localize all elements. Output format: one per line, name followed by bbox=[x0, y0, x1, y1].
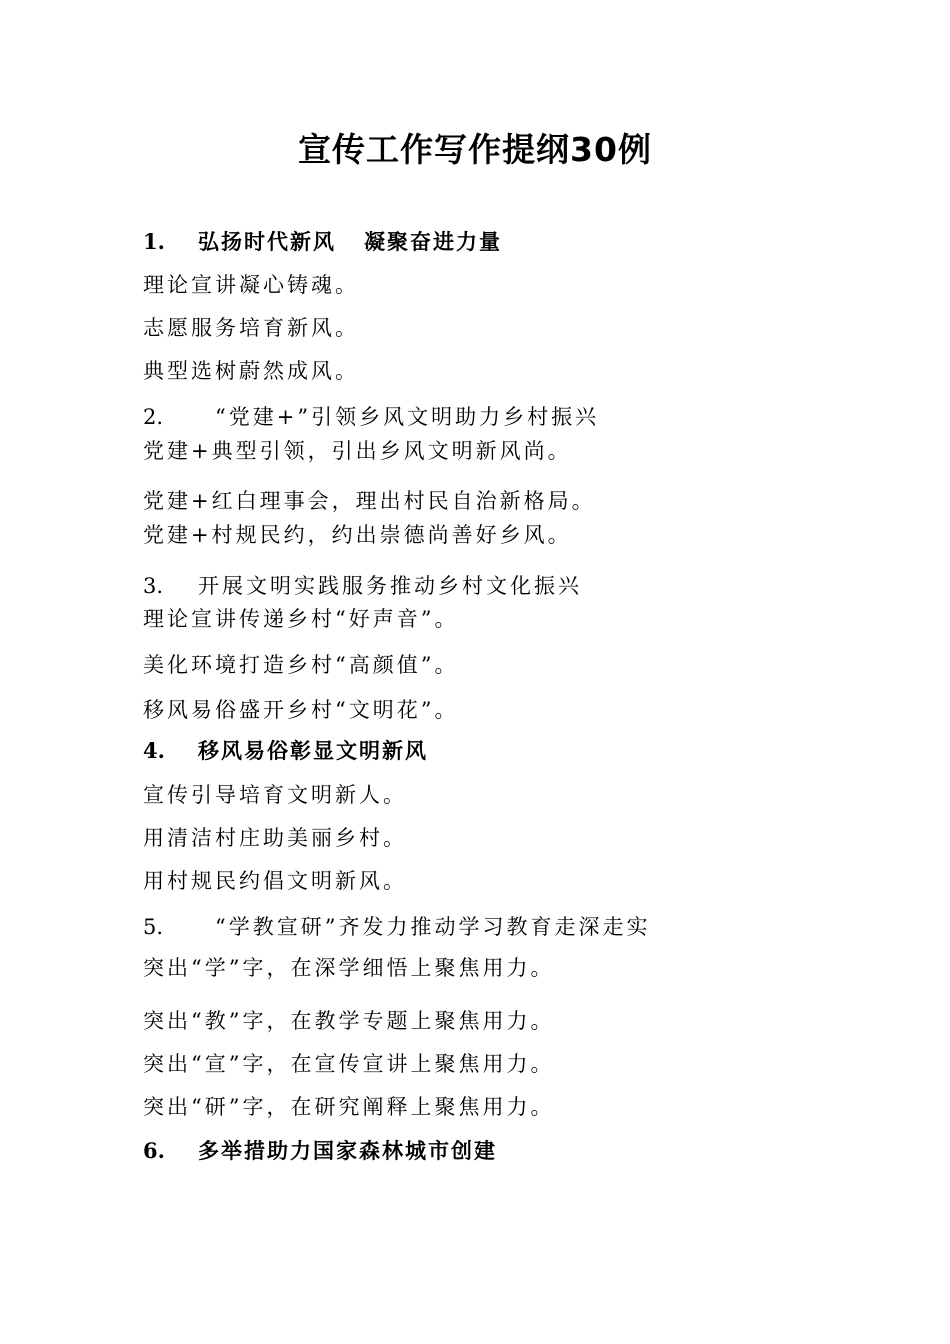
list-item: 突出“教”字，在教学专题上聚焦用力。 bbox=[143, 1009, 555, 1033]
list-item: 用村规民约倡文明新风。 bbox=[143, 869, 407, 893]
section-number: 4. bbox=[143, 738, 165, 763]
list-item: 突出“宣”字，在宣传宣讲上聚焦用力。 bbox=[143, 1052, 555, 1076]
list-item: 党建+村规民约，约出崇德尚善好乡风。 bbox=[143, 523, 572, 547]
list-item: 理论宣讲凝心铸魂。 bbox=[143, 273, 359, 297]
list-item: 党建+典型引领，引出乡风文明新风尚。 bbox=[143, 439, 572, 463]
list-item: 志愿服务培育新风。 bbox=[143, 316, 359, 340]
list-item: 突出“研”字，在研究阐释上聚焦用力。 bbox=[143, 1095, 555, 1119]
list-item: 移风易俗盛开乡村“文明花”。 bbox=[143, 698, 459, 722]
section-heading bbox=[143, 1137, 497, 1165]
list-item: 典型选树蔚然成风。 bbox=[143, 359, 359, 383]
section-heading bbox=[143, 228, 502, 256]
section-heading bbox=[143, 737, 428, 765]
section-heading bbox=[143, 403, 599, 431]
section-heading bbox=[143, 572, 582, 600]
section-heading-text: 开展文明实践服务推动乡村文化振兴 bbox=[198, 574, 582, 598]
section-heading-text: 多举措助力国家森林城市创建 bbox=[198, 1138, 497, 1163]
document-title: 宣传工作写作提纲30例 bbox=[298, 130, 652, 169]
section-heading-text: 弘扬时代新风 bbox=[198, 229, 336, 254]
list-item: 用清洁村庄助美丽乡村。 bbox=[143, 826, 407, 850]
section-number: 6. bbox=[143, 1138, 165, 1163]
section-heading-text: 凝聚奋进力量 bbox=[364, 229, 502, 254]
list-item: 理论宣讲传递乡村“好声音”。 bbox=[143, 607, 459, 631]
list-item: 突出“学”字，在深学细悟上聚焦用力。 bbox=[143, 956, 555, 980]
section-heading-text: 移风易俗彰显文明新风 bbox=[198, 738, 428, 763]
list-item: 党建+红白理事会，理出村民自治新格局。 bbox=[143, 489, 596, 513]
section-number: 2. bbox=[143, 405, 164, 429]
section-heading-text: “学教宣研”齐发力推动学习教育走深走实 bbox=[215, 915, 651, 939]
list-item: 美化环境打造乡村“高颜值”。 bbox=[143, 653, 459, 677]
section-heading-text: “党建+”引领乡风文明助力乡村振兴 bbox=[215, 405, 600, 429]
section-number: 5. bbox=[143, 915, 164, 939]
list-item: 宣传引导培育文明新人。 bbox=[143, 783, 407, 807]
section-heading bbox=[143, 913, 650, 941]
section-number: 3. bbox=[143, 574, 164, 598]
section-number: 1. bbox=[143, 229, 165, 254]
